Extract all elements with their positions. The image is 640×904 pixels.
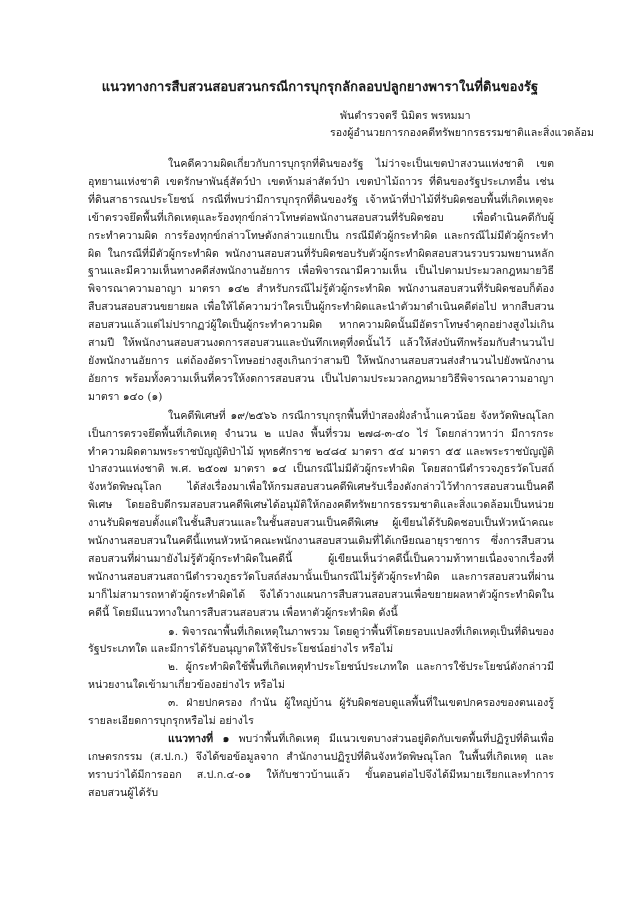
paragraph-case: ในคดีพิเศษที่ ๑๙/๒๕๖๖ กรณีการบุกรุกพื้นที่ป่าสองฝั่งลำน้ำแควน้อย จังหวัดพิษณุโลก เป็นการตรวจยึดพื้นที่เกิดเหตุ จำนวน ๒ แปลง พื้นที่รวม ๒๗๘-๓-๔๐ ไร่ โดยกล่าวหาว่า มีการกระทำความผิดตามพระราชบัญญัติป่าไม้ พุทธศักราช ๒๔๘๔ มาตรา ๕๔ มาตรา ๕๕ และพระราชบัญญัติป่าสงวนแห่งชาติ พ.ศ. ๒๕๐๗ มาตรา ๑๔ เป็นกรณีไม่มีตัวผู้กระทำผิด โดยสถานีตำรวจภูธรวัดโบสถ์ จังหวัดพิษณุโลก ได้ส่งเรื่องมาเพื่อให้กรมสอบสวนคดีพิเศษรับเรื่องดังกล่าวไว้ทำการสอบสวนเป็นคดีพิเศษ โดยอธิบดีกรมสอบสวนคดีพิเศษได้อนุมัติให้กองคดีทรัพยากรธรรมชาติและสิ่งแวดล้อมเป็นหน่วยงานรับผิดชอบตั้งแต่ในชั้นสืบสวนและในชั้นสอบสวนเป็นคดีพิเศษ ผู้เขียนได้รับผิดชอบเป็นหัวหน้าคณะพนักงานสอบสวนในคดีนี้แทนหัวหน้าคณะพนักงานสอบสวนเดิมที่ได้เกษียณอายุราชการ ซึ่งการสืบสวนสอบสวนที่ผ่านมายังไม่รู้ตัวผู้กระทำผิดในคดีนี้ ผู้เขียนเห็นว่าคดีนี้เป็นความท้าทายเนื่องจากเรื่องที่พนักงานสอบสวนสถานีตำรวจภูธรวัดโบสถ์ส่งมานั้นเป็นกรณีไม่รู้ตัวผู้กระทำผิด และการสอบสวนที่ผ่านมาก็ไม่สามารถหาตัวผู้กระทำผิดได้ จึงได้วางแผนการสืบสวนสอบสวนเพื่อขยายผลหาตัวผู้กระทำผิดในคดีนี้ โดยมีแนวทางในการสืบสวนสอบสวน เพื่อหาตัวผู้กระทำผิด ดังนี้ <box>88 409 554 619</box>
author-block <box>330 108 594 142</box>
approach-text: พบว่าพื้นที่เกิดเหตุ มีแนวเขตบางส่วนอยู่ติดกับเขตพื้นที่ปฏิรูปที่ดินเพื่อเกษตรกรรม (ส.ป.ก.) จึงได้ขอข้อมูลจาก สำนักงานปฏิรูปที่ดินจังหวัดพิษณุโลก ในพื้นที่เกิดเหตุ และทราบว่าได้มีการออก ส.ป.ก.๔-๐๑ ให้กับชาวบ้านแล้ว ขั้นตอนต่อไปจึงได้มีหมายเรียกและทำการสอบสวนผู้ได้รับ <box>88 733 554 799</box>
document-body <box>88 156 554 803</box>
approach-paragraph <box>88 731 554 803</box>
list-item-1: ๑. พิจารณาพื้นที่เกิดเหตุในภาพรวม โดยดูว่าพื้นที่โดยรอบแปลงที่เกิดเหตุเป็นที่ดินของรัฐประเภทใด และมีการได้รับอนุญาตให้ใช้ประโยชน์อย่างไร หรือไม่ <box>88 625 554 656</box>
paragraph-intro: ในคดีความผิดเกี่ยวกับการบุกรุกที่ดินของรัฐ ไม่ว่าจะเป็นเขตป่าสงวนแห่งชาติ เขตอุทยานแห่งชาติ เขตรักษาพันธุ์สัตว์ป่า เขตห้ามล่าสัตว์ป่า เขตป่าไม้ถาวร ที่ดินของรัฐประเภทอื่น เช่น ที่ดินสาธารณประโยชน์ กรณีที่พบว่ามีการบุกรุกที่ดินของรัฐ เจ้าหน้าที่ป่าไม้ที่รับผิดชอบพื้นที่เกิดเหตุจะเข้าตรวจยึดพื้นที่เกิดเหตุและร้องทุกข์กล่าวโทษต่อพนักงานสอบสวนที่รับผิดชอบ เพื่อดำเนินคดีกับผู้กระทำความผิด การร้องทุกข์กล่าวโทษดังกล่าวแยกเป็น กรณีมีตัวผู้กระทำผิด และกรณีไม่มีตัวผู้กระทำผิด ในกรณีที่มีตัวผู้กระทำผิด พนักงานสอบสวนที่รับผิดชอบรับตัวผู้กระทำผิดสอบสวนรวบรวมพยานหลักฐานและมีความเห็นทางคดีส่งพนักงานอัยการ เพื่อพิจารณามีความเห็น เป็นไปตามประมวลกฎหมายวิธีพิจารณาความอาญา มาตรา ๑๔๒ สำหรับกรณีไม่รู้ตัวผู้กระทำผิด พนักงานสอบสวนที่รับผิดชอบก็ต้องสืบสวนสอบสวนขยายผล เพื่อให้ได้ความว่าใครเป็นผู้กระทำผิดและนำตัวมาดำเนินคดีต่อไป หากสืบสวนสอบสวนแล้วแต่ไม่ปรากฏว่ผู้ใดเป็นผู้กระทำความผิด หากความผิดนั้นมีอัตราโทษจำคุกอย่างสูงไม่เกินสามปี ให้พนักงานสอบสวนงดการสอบสวนและบันทึกเหตุที่งดนั้นไว้ แล้วให้ส่งบันทึกพร้อมกับสำนวนไปยังพนักงานอัยการ แต่ถ้องอัตราโทษอย่างสูงเกินกว่าสามปี ให้พนักงานสอบสวนส่งสำนวนไปยังพนักงานอัยการ พร้อมทั้งความเห็นที่ควรให้งดการสอบสวน เป็นไปตามประมวลกฎหมายวิธีพิจารณาความอาญา มาตรา ๑๔๐ (๑) <box>88 158 554 403</box>
author-position: รองผู้อำนวยการกองคดีทรัพยากรธรรมชาติและสิ่งแวดล้อม <box>330 127 595 139</box>
author-name: พันตำรวจตรี นิมิตร พรหมมา <box>340 110 471 122</box>
approach-label: แนวทางที่ ๑ <box>168 733 230 745</box>
list-item-3: ๓. ฝ่ายปกครอง กำนัน ผู้ใหญ่บ้าน ผู้รับผิดชอบดูแลพื้นที่ในเขตปกครองของตนเองรู้รายละเอียดการบุกรุกหรือไม่ อย่างไร <box>88 697 554 728</box>
document-title: แนวทางการสืบสวนสอบสวนกรณีการบุกรุกลักลอบปลูกยางพาราในที่ดินของรัฐ <box>101 80 539 95</box>
list-item-2: ๒. ผู้กระทำผิดใช้พื้นที่เกิดเหตุทำประโยชน์ประเภทใด และการใช้ประโยชน์ดังกล่าวมีหน่วยงานใดเข้ามาเกี่ยวข้องอย่างไร หรือไม่ <box>88 661 554 692</box>
